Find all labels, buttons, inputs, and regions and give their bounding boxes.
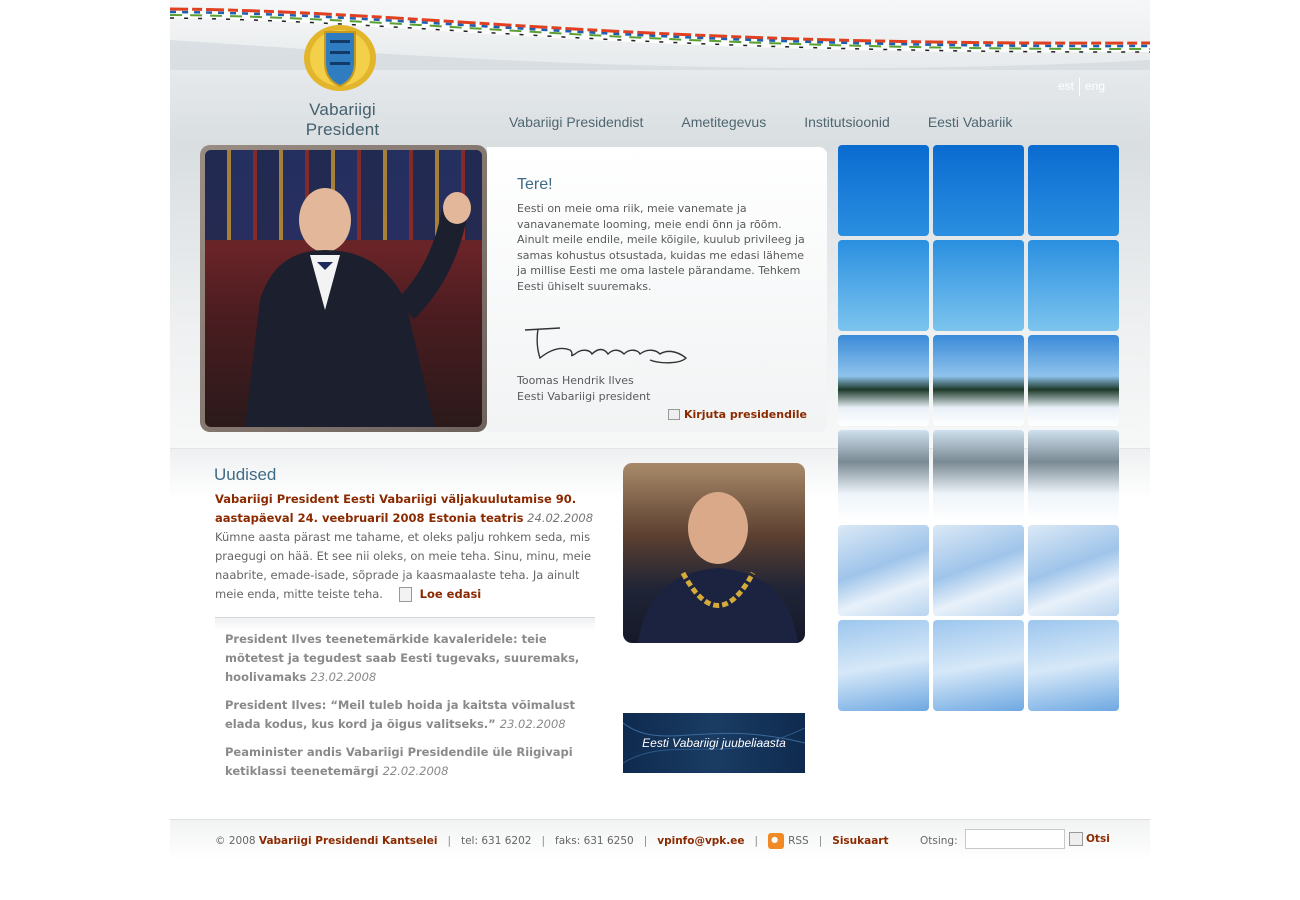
winter-photo-tile (1028, 430, 1119, 521)
older-news-date: 23.02.2008 (499, 717, 566, 731)
jubilee-banner-text: Eesti Vabariigi juubeliaasta (642, 736, 786, 750)
main-nav (509, 114, 1050, 130)
lead-news-item (215, 490, 595, 604)
nav-item-republic[interactable]: Eesti Vabariik (927, 114, 1013, 130)
older-news-date: 23.02.2008 (310, 670, 377, 684)
write-to-president-link[interactable] (668, 408, 807, 421)
signature-image (520, 320, 700, 368)
winter-photo-grid (838, 145, 1120, 712)
winter-photo-tile (838, 145, 929, 236)
winter-photo-tile (838, 335, 929, 426)
office-link[interactable]: Vabariigi Presidendi Kantselei (258, 835, 438, 847)
footer-separator: | (541, 835, 546, 847)
news-photo[interactable] (623, 463, 805, 643)
language-switcher (1053, 78, 1110, 96)
document-icon (399, 587, 412, 602)
mail-icon (668, 409, 680, 420)
nav-item-institutions[interactable]: Institutsioonid (804, 114, 890, 130)
older-news-date: 22.02.2008 (382, 764, 449, 778)
older-news-item[interactable] (225, 696, 595, 734)
search-button[interactable] (1069, 832, 1110, 846)
winter-photo-tile (933, 240, 1024, 331)
greeting-title: Tere! (517, 176, 553, 193)
footer-separator: | (643, 835, 648, 847)
older-news-item[interactable] (225, 743, 595, 781)
footer-separator: | (447, 835, 451, 847)
page (170, 0, 1150, 870)
winter-photo-tile (933, 430, 1024, 521)
winter-photo-tile (838, 620, 929, 711)
winter-photo-tile (933, 335, 1024, 426)
footer-separator: | (818, 835, 823, 847)
nav-item-activities[interactable]: Ametitegevus (681, 114, 767, 130)
read-more-link[interactable]: Loe edasi (419, 587, 482, 601)
signer-block (517, 373, 650, 404)
older-news-list (225, 630, 595, 790)
header (170, 0, 1150, 145)
copyright-text: © 2008 (215, 835, 256, 847)
news-section-title: Uudised (214, 465, 277, 484)
news-divider-shadow (215, 618, 595, 630)
lang-est-link[interactable]: est (1057, 79, 1074, 94)
lead-news-summary: Kümne aasta pärast me tahame, et oleks palju rohkem seda, mis praegugi on hää. Et see nii oleks, on meie teha. Sinu, minu, meie naabrite, emade-isade, sõprade ja kaasmaalaste teha. Ja ainult meie enda, mitte teiste teha. (215, 530, 592, 601)
site-title[interactable]: Vabariigi President (305, 100, 380, 139)
winter-photo-tile (1028, 620, 1119, 711)
email-link[interactable]: vpinfo@vpk.ee (657, 835, 745, 847)
winter-photo-tile (933, 525, 1024, 616)
older-news-title[interactable]: President Ilves teenetemärkide kavaleridele: teie mõtetest ja tegudest saab Eesti tugevaks, suuremaks, hoolivamaks (225, 632, 580, 684)
search-input[interactable] (965, 829, 1065, 849)
search-button-label: Otsi (1086, 833, 1110, 845)
signer-title: Eesti Vabariigi president (517, 389, 651, 403)
older-news-title[interactable]: President Ilves: “Meil tuleb hoida ja kaitsta võimalust elada kodus, kus kord ja õigus valitseks.” (225, 698, 575, 731)
lang-eng-link[interactable]: eng (1084, 79, 1105, 94)
winter-photo-tile (838, 240, 929, 331)
coat-of-arms-icon[interactable] (300, 18, 380, 94)
nav-item-about-president[interactable]: Vabariigi Presidendist (509, 114, 644, 130)
president-portrait (200, 145, 487, 432)
president-figure (205, 150, 482, 427)
winter-photo-tile (1028, 525, 1119, 616)
winter-photo-tile (838, 525, 929, 616)
lead-news-headline[interactable]: Vabariigi President Eesti Vabariigi väljakuulutamise 90. aastapäeval 24. veebruaril 2008 Estonia teatris (215, 492, 577, 525)
signer-name: Toomas Hendrik Ilves (517, 374, 634, 387)
footer (215, 833, 889, 849)
older-news-item[interactable] (225, 630, 595, 687)
phone-text: tel: 631 6202 (460, 835, 532, 847)
winter-photo-tile (1028, 335, 1119, 426)
winter-photo-tile (933, 620, 1024, 711)
winter-photo-tile (1028, 240, 1119, 331)
search-icon (1069, 832, 1083, 846)
winter-photo-tile (838, 430, 929, 521)
footer-separator: | (754, 835, 759, 847)
lead-news-date: 24.02.2008 (527, 511, 594, 525)
greeting-text: Eesti on meie oma riik, meie vanemate ja vanavanemate looming, meie endi õnn ja rõõm. Ainult meile endile, meile kõigile, kuulub privileeg ja samas kohustus otsustada, kuidas me edasi läheme ja millise Eesti me oma lastele pärandame. Tehkem Eesti ühiselt suuremaks. (517, 202, 805, 293)
jubilee-banner[interactable] (623, 713, 805, 773)
search-label: Otsing: (920, 835, 958, 847)
winter-photo-tile (1028, 145, 1119, 236)
sitemap-link[interactable]: Sisukaart (832, 835, 889, 847)
rss-icon[interactable] (768, 833, 784, 849)
rss-link[interactable]: RSS (788, 835, 809, 847)
speaker-figure (623, 463, 805, 643)
winter-photo-tile (933, 145, 1024, 236)
older-news-title[interactable]: Peaminister andis Vabariigi Presidendile üle Riigivapi ketiklassi teenetemärgi (225, 745, 573, 778)
fax-text: faks: 631 6250 (555, 835, 634, 847)
write-to-president-label: Kirjuta presidendile (684, 408, 807, 421)
